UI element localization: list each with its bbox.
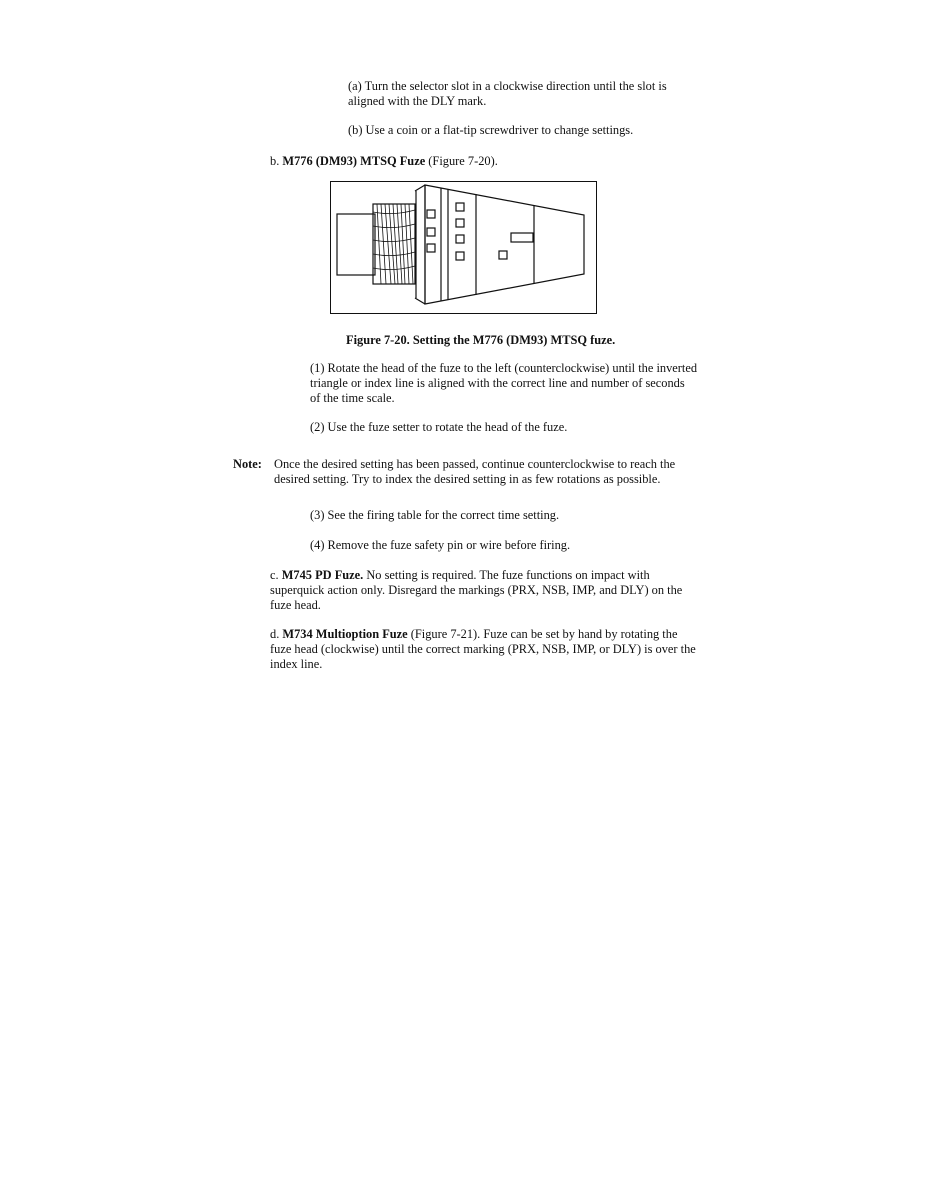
figure-caption: Figure 7-20. Setting the M776 (DM93) MTSQ fuze.	[346, 333, 616, 347]
section-d-title: M734 Multioption Fuze	[282, 627, 408, 641]
section-c-title: M745 PD Fuze.	[281, 568, 364, 582]
fuze-base	[337, 214, 375, 275]
section-b-suffix: (Figure 7-20).	[425, 154, 498, 168]
section-c-body: No setting is required. The fuze functions on impact with superquick action only. Disregard the markings (PRX, NSB, IMP, and DLY) on the fuze head.	[270, 568, 683, 612]
section-d-prefix: d.	[270, 627, 283, 641]
step-4-text: (4) Remove the fuze safety pin or wire before firing.	[310, 538, 571, 552]
section-b-heading	[270, 154, 690, 169]
section-c-prefix: c.	[270, 568, 282, 582]
step-3-text: (3) See the firing table for the correct time setting.	[310, 508, 560, 522]
step-2-text: (2) Use the fuze setter to rotate the head of the fuze.	[310, 420, 568, 434]
fuze-figure	[330, 181, 597, 314]
note-text: Once the desired setting has been passed, continue counterclockwise to reach the desired setting. Try to index the desired setting in as few rotations as possible.	[274, 457, 676, 486]
step-b-text: (b) Use a coin or a flat-tip screwdriver to change settings.	[348, 123, 634, 137]
note-label: Note:	[233, 457, 262, 471]
section-d-text	[270, 627, 700, 672]
fuze-cone	[425, 185, 584, 304]
step-a-text: (a) Turn the selector slot in a clockwise direction until the slot is aligned with the DLY mark.	[348, 79, 667, 108]
step-1-text: (1) Rotate the head of the fuze to the left (counterclockwise) until the inverted triangle or index line is aligned with the correct line and number of seconds of the time scale.	[310, 361, 698, 405]
section-c-text	[270, 568, 700, 613]
section-d-body: (Figure 7-21). Fuze can be set by hand by rotating the fuze head (clockwise) until the correct marking (PRX, NSB, IMP, or DLY) is over the index line.	[270, 627, 696, 671]
section-b-prefix: b.	[270, 154, 283, 168]
fuze-diagram	[331, 182, 596, 313]
section-b-title: M776 (DM93) MTSQ Fuze	[282, 154, 426, 168]
